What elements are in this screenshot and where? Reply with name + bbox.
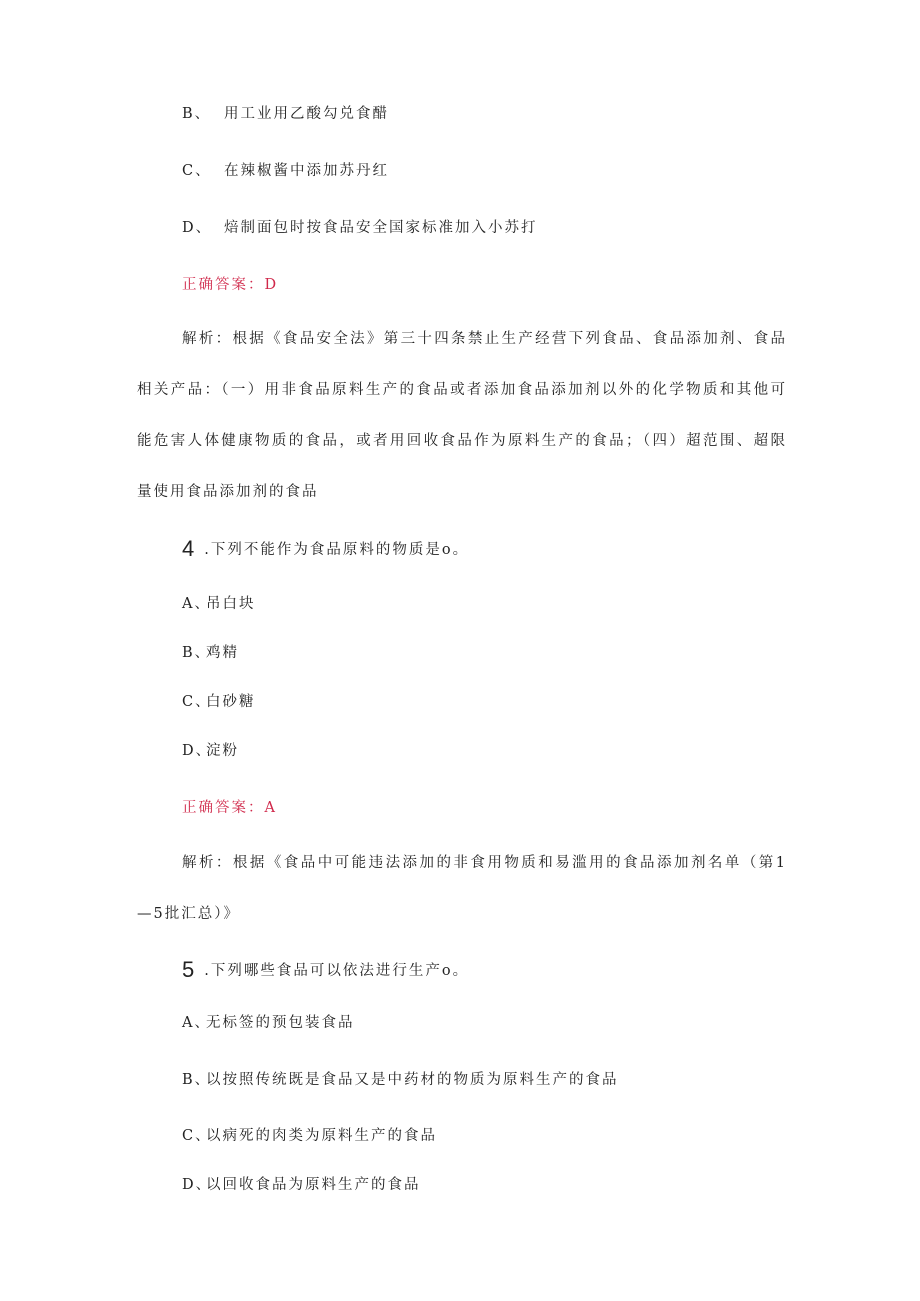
option-text: 淀粉	[206, 743, 239, 759]
q4-option-b	[182, 641, 239, 662]
option-letter: B、	[182, 1072, 212, 1088]
q4-option-c	[182, 690, 256, 711]
q3-correct-answer: 正确答案：D	[182, 277, 279, 293]
q4-option-d	[182, 739, 239, 760]
q4-option-a	[182, 592, 256, 613]
option-text: 以按照传统既是食品又是中药材的物质为原料生产的食品	[206, 1072, 619, 1088]
option-letter: C、	[182, 163, 212, 179]
question-number: 5	[182, 957, 195, 982]
option-letter: D、	[182, 220, 213, 236]
question-number: 4	[182, 536, 195, 561]
q3-option-d	[182, 216, 538, 237]
q3-option-c	[182, 159, 389, 180]
option-letter: C、	[182, 1128, 212, 1144]
option-text: 焙制面包时按食品安全国家标准加入小苏打	[224, 220, 538, 236]
q5-option-a	[182, 1011, 355, 1032]
option-letter: C、	[182, 694, 212, 710]
option-text: 吊白块	[206, 596, 256, 612]
q4-explanation: 解析：根据《食品中可能违法添加的非食用物质和易滥用的食品添加剂名单（第1—5批汇总）》	[137, 855, 787, 922]
option-text: 在辣椒酱中添加苏丹红	[224, 163, 389, 179]
q3-option-b	[182, 102, 389, 123]
q5-option-c	[182, 1124, 437, 1145]
option-text: 无标签的预包装食品	[206, 1015, 355, 1031]
option-letter: D、	[182, 743, 213, 759]
q3-explanation: 解析：根据《食品安全法》第三十四条禁止生产经营下列食品、食品添加剂、食品相关产品：（一）用非食品原料生产的食品或者添加食品添加剂以外的化学物质和其他可能危害人体健康物质的食品，或者用回收食品作为原料生产的食品；（四）超范围、超限量使用食品添加剂的食品	[137, 331, 787, 500]
option-letter: A、	[182, 596, 211, 612]
option-letter: B、	[182, 645, 212, 661]
q5-option-b	[182, 1068, 619, 1089]
question-text: .下列哪些食品可以依法进行生产o。	[204, 963, 470, 979]
option-text: 白砂糖	[206, 694, 256, 710]
question-text: .下列不能作为食品原料的物质是o。	[204, 542, 470, 558]
option-letter: D、	[182, 1177, 213, 1193]
q4-question	[182, 536, 469, 562]
option-text: 用工业用乙酸勾兑食醋	[224, 106, 389, 122]
option-letter: B、	[182, 106, 212, 122]
option-text: 以回收食品为原料生产的食品	[206, 1177, 421, 1193]
option-text: 鸡精	[206, 645, 239, 661]
q5-question	[182, 957, 469, 983]
q5-option-d	[182, 1173, 421, 1194]
option-letter: A、	[182, 1015, 211, 1031]
option-text: 以病死的肉类为原料生产的食品	[206, 1128, 437, 1144]
q4-correct-answer: 正确答案：A	[182, 800, 277, 816]
